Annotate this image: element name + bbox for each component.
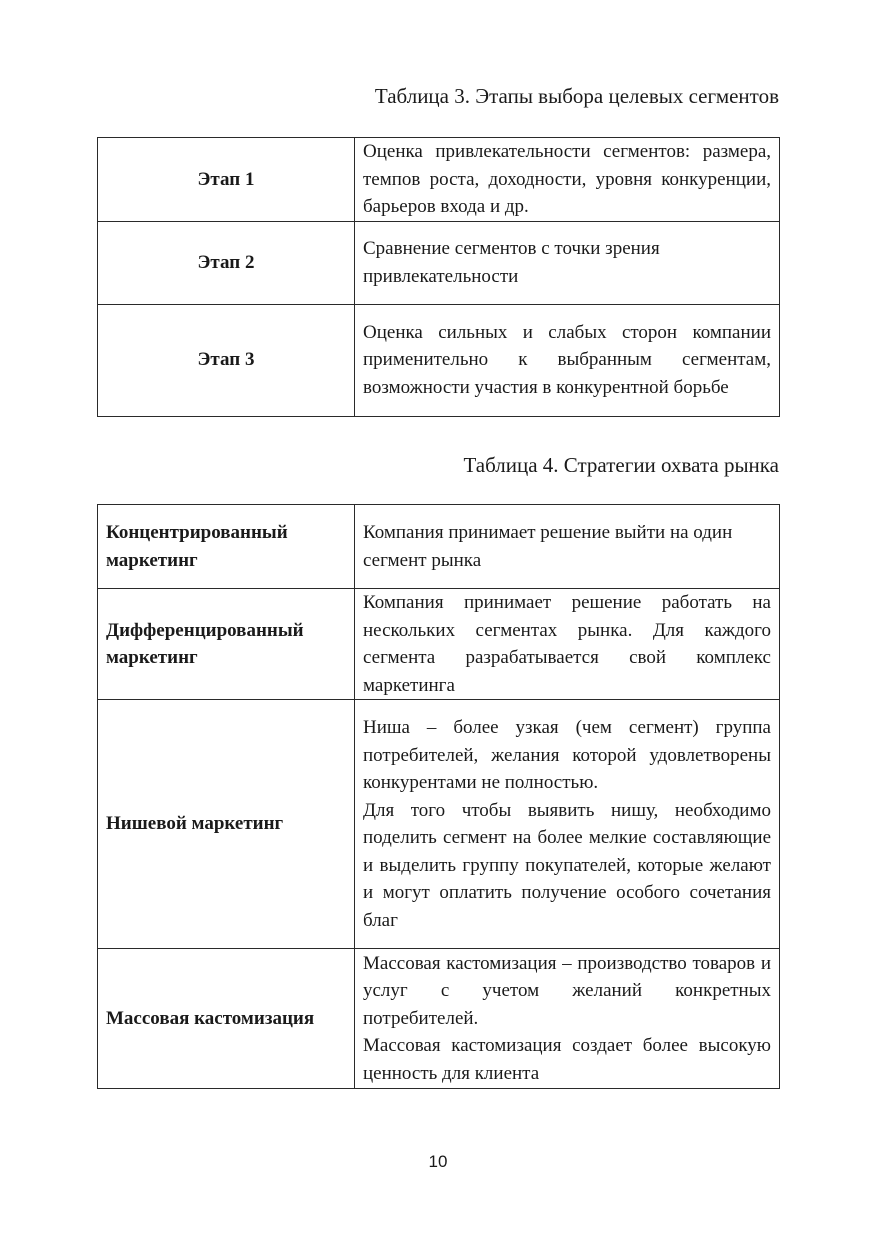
table-3-target-segment-stages (97, 137, 780, 417)
table-row (98, 304, 780, 416)
table-row (98, 949, 780, 1089)
page-number: 10 (428, 1152, 448, 1171)
strategy-description (355, 700, 780, 949)
strategy-paragraph: Ниша – более узкая (чем сегмент) группа потребителей, желания которой удовлетворены конкурентами не полностью. (363, 717, 771, 793)
stage-description (355, 138, 780, 222)
strategy-paragraph: Массовая кастомизация создает более высокую ценность для клиента (363, 1035, 771, 1084)
table-4-market-coverage-strategies (97, 504, 780, 1089)
strategy-paragraph: Массовая кастомизация – производство товаров и услуг с учетом желаний конкретных потребителей. (363, 952, 771, 1029)
strategy-label: Концентрированный маркетинг (98, 505, 355, 589)
strategy-paragraph: Компания принимает решение выйти на один сегмент рынка (363, 522, 733, 571)
table-row (98, 700, 780, 949)
strategy-paragraph: Компания принимает решение работать на нескольких сегментах рынка. Для каждого сегмента разрабатывается свой комплекс маркетинга (363, 592, 771, 696)
table-row (98, 589, 780, 700)
table-row (98, 221, 780, 304)
table-row (98, 138, 780, 222)
stage-label: Этап 3 (98, 304, 355, 416)
strategy-label: Дифференцированный маркетинг (98, 589, 355, 700)
stage-description-text: Сравнение сегментов с точки зрения привлекательности (363, 238, 660, 287)
strategy-label: Массовая кастомизация (98, 949, 355, 1089)
strategy-paragraph: Для того чтобы выявить нишу, необходимо поделить сегмент на более мелкие составляющие и выделить группу покупателей, которые желают и могут оплатить получение особого сочетания благ (363, 799, 771, 931)
stage-description-text: Оценка привлекательности сегментов: размера, темпов роста, доходности, уровня конкуренции, барьеров входа и др. (363, 141, 771, 217)
stage-description (355, 304, 780, 416)
table-3-caption: Таблица 3. Этапы выбора целевых сегментов (374, 84, 779, 108)
stage-description (355, 221, 780, 304)
strategy-description (355, 589, 780, 700)
strategy-label: Нишевой маркетинг (98, 700, 355, 949)
stage-label: Этап 1 (98, 138, 355, 222)
table-4-caption: Таблица 4. Стратегии охвата рынка (463, 453, 779, 477)
strategy-description (355, 949, 780, 1089)
stage-label: Этап 2 (98, 221, 355, 304)
stage-description-text: Оценка сильных и слабых сторон компании применительно к выбранным сегментам, возможности участия в конкурентной борьбе (363, 321, 771, 398)
strategy-description (355, 505, 780, 589)
table-row (98, 505, 780, 589)
